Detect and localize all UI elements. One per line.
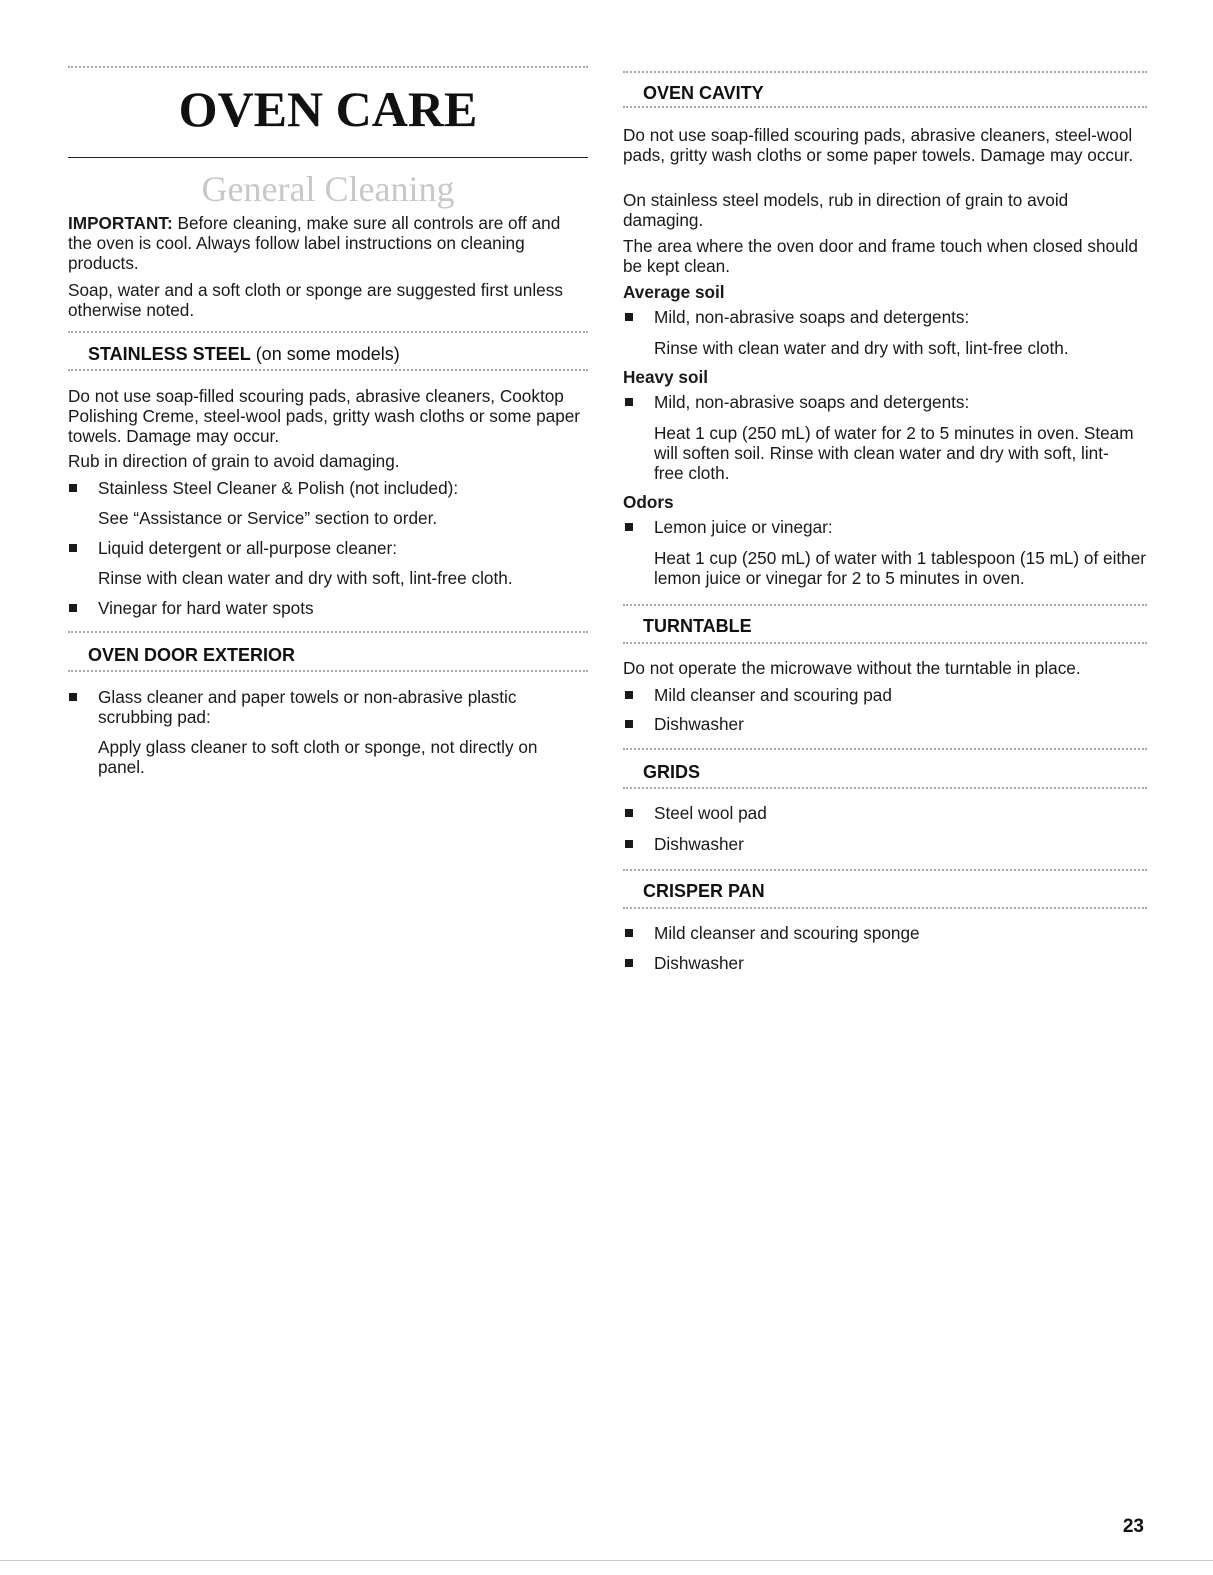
oven-door-exterior-heading: OVEN DOOR EXTERIOR [88,645,296,665]
bullet-square-icon [69,604,77,612]
list-item-detail: See “Assistance or Service” section to order. [98,508,438,528]
bullet-square-icon [69,544,77,552]
important-label: IMPORTANT: [68,213,173,233]
divider [623,787,1147,795]
stainless-heading-text: STAINLESS STEEL [88,344,251,364]
divider [68,631,588,639]
list-item-detail: Heat 1 cup (250 mL) of water with 1 tablespoon (15 mL) of either lemon juice or vinegar for 2 to 5 minutes in oven. [654,548,1147,588]
bullet-square-icon [625,313,633,321]
divider [623,748,1147,756]
important-paragraph [68,213,588,273]
divider [623,642,1147,650]
stainless-paragraph-2: Rub in direction of grain to avoid damaging. [68,451,400,471]
bullet-square-icon [625,840,633,848]
divider [68,369,588,377]
divider [623,71,1147,79]
bullet-square-icon [69,693,77,701]
bullet-square-icon [625,398,633,406]
cavity-paragraph-2: On stainless steel models, rub in direction of grain to avoid damaging. [623,190,1069,230]
list-item-detail: Heat 1 cup (250 mL) of water for 2 to 5 minutes in oven. Steam will soften soil. Rinse with clean water and dry with soft, lint-free cloth. [654,423,1134,483]
bullet-square-icon [625,959,633,967]
bullet-square-icon [625,720,633,728]
oven-cavity-heading: OVEN CAVITY [643,83,764,103]
section-title: General Cleaning [201,169,455,209]
list-item-detail: Rinse with clean water and dry with soft, lint-free cloth. [98,568,513,588]
important-text: Before cleaning, make sure all controls are off and the oven is cool. Always follow label instructions on cleaning products. [68,213,561,273]
turntable-paragraph: Do not operate the microwave without the turntable in place. [623,658,1081,678]
page-bottom-edge [0,1560,1213,1561]
list-item-detail: Rinse with clean water and dry with soft, lint-free cloth. [654,338,1069,358]
divider [68,670,588,678]
cavity-paragraph-1: Do not use soap-filled scouring pads, abrasive cleaners, steel-wool pads, gritty wash cloths or some paper towels. Damage may occur. [623,125,1134,165]
cavity-paragraph-3: The area where the oven door and frame touch when closed should be kept clean. [623,236,1138,276]
page-number: 23 [1122,1516,1144,1537]
average-soil-label: Average soil [623,282,725,302]
divider [623,907,1147,915]
divider [623,604,1147,612]
bullet-square-icon [69,484,77,492]
grids-heading: GRIDS [643,762,701,782]
divider [623,106,1147,114]
crisper-pan-heading: CRISPER PAN [643,881,765,901]
stainless-steel-heading [88,344,400,365]
turntable-heading: TURNTABLE [643,616,752,636]
page-title: OVEN CARE [178,81,478,137]
stainless-paragraph-1: Do not use soap-filled scouring pads, abrasive cleaners, Cooktop Polishing Creme, steel-wool pads, gritty wash cloths or some paper towels. Damage may occur. [68,386,581,446]
stainless-heading-note: (on some models) [250,344,400,364]
soap-paragraph: Soap, water and a soft cloth or sponge are suggested first unless otherwise noted. [68,280,563,320]
odors-label: Odors [623,492,674,512]
bullet-square-icon [625,809,633,817]
divider [68,331,588,339]
title-bottom-divider [68,157,588,158]
heavy-soil-label: Heavy soil [623,367,709,387]
title-top-divider [68,66,588,74]
list-item-detail: Apply glass cleaner to soft cloth or sponge, not directly on panel. [98,737,538,777]
bullet-square-icon [625,929,633,937]
bullet-square-icon [625,523,633,531]
divider [623,869,1147,877]
bullet-square-icon [625,691,633,699]
